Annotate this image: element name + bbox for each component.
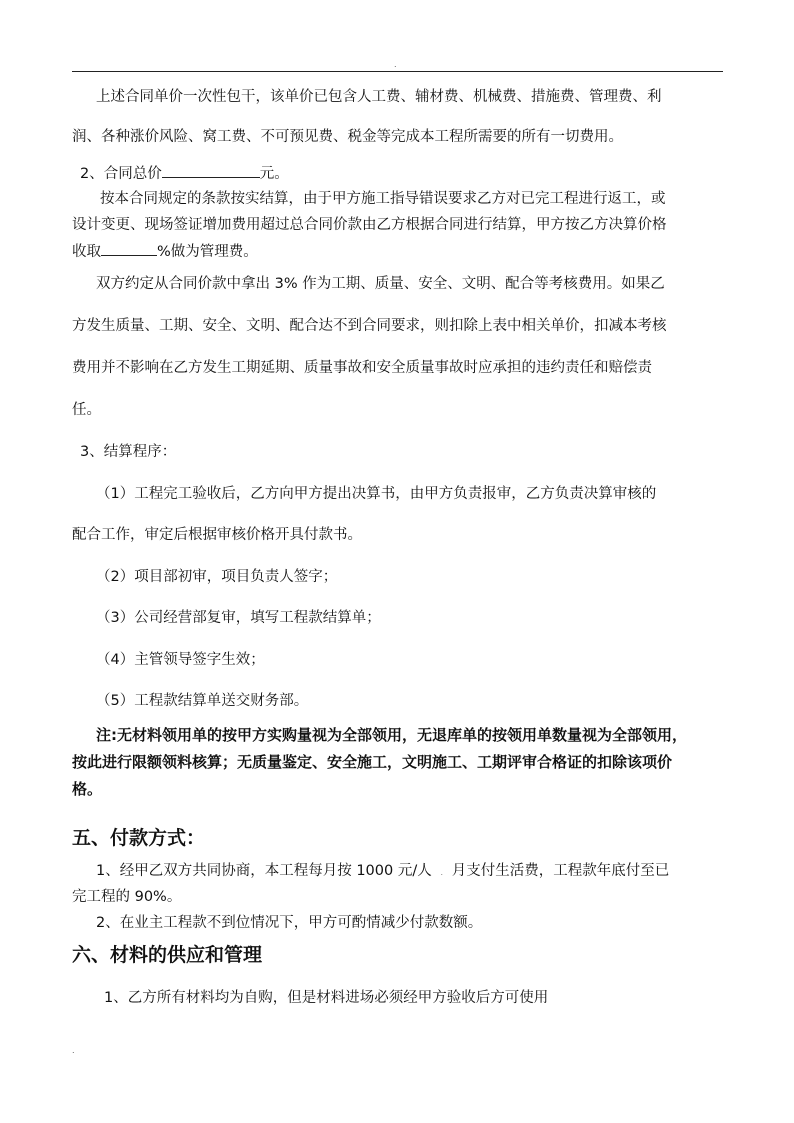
payment-text: 1、经甲乙双方共同协商，本工程每月按 1000 元/人	[96, 863, 432, 879]
procedure-item: （1）工程完工验收后，乙方向甲方提出决算书，由甲方负责报审，乙方负责决算审核的	[96, 486, 657, 502]
procedure-item: （5）工程款结算单送交财务部。	[96, 693, 309, 709]
paragraph-line: 双方约定从合同价款中拿出 3% 作为工期、质量、安全、文明、配合等考核费用。如果乙	[96, 276, 665, 292]
note-line: 按此进行限额领料核算；无质量鉴定、安全施工，文明施工、工期评审合格证的扣除该项价	[72, 753, 673, 771]
management-fee-text: %做为管理费。	[157, 244, 258, 260]
contract-total-line	[80, 162, 732, 185]
management-fee-line	[72, 240, 724, 263]
procedure-item: （2）项目部初审，项目负责人签字；	[96, 569, 338, 585]
header-mark: .	[394, 60, 397, 69]
paragraph-line: 费用并不影响在乙方发生工期延期、质量事故和安全质量事故时应承担的违约责任和赔偿责	[72, 360, 652, 376]
paragraph-line: 任。	[72, 402, 101, 418]
procedure-item: （4）主管领导签字生效；	[96, 652, 265, 668]
section-heading-payment: 五、付款方式：	[72, 827, 206, 849]
settlement-procedure-heading: 3、结算程序：	[80, 444, 177, 460]
payment-line: 2、在业主工程款不到位情况下，甲方可酌情减少付款数额。	[96, 915, 483, 931]
paragraph-line: 设计变更、现场签证增加费用超过总合同价款由乙方根据合同进行结算，甲方按乙方决算价格	[72, 217, 667, 233]
contract-total-blank[interactable]	[162, 162, 260, 178]
management-fee-label: 收取	[72, 244, 101, 260]
payment-line	[96, 860, 748, 884]
contract-total-label: 2、合同总价	[80, 166, 162, 182]
note-line: 格。	[72, 780, 103, 798]
header-rule	[72, 71, 723, 72]
procedure-item-continuation: 配合工作，审定后根据审核价格开具付款书。	[72, 527, 362, 543]
payment-line: 完工程的 90%。	[72, 889, 182, 905]
paragraph-line: 方发生质量、工期、安全、文明、配合达不到合同要求，则扣除上表中相关单价，扣减本考核	[72, 318, 667, 334]
paragraph-line: 按本合同规定的条款按实结算，由于甲方施工指导错误要求乙方对已完工程进行返工，或	[100, 191, 666, 207]
procedure-item: （3）公司经营部复审，填写工程款结算单；	[96, 610, 381, 626]
paragraph-line: 润、各种涨价风险、窝工费、不可预见费、税金等完成本工程所需要的所有一切费用。	[72, 129, 623, 145]
materials-line: 1、乙方所有材料均为自购，但是材料进场必须经甲方验收后方可使用	[104, 990, 549, 1006]
section-heading-materials: 六、材料的供应和管理	[72, 944, 263, 966]
contract-total-unit: 元。	[259, 166, 289, 182]
stray-mark: .	[440, 868, 443, 877]
payment-text-continued: 月支付生活费，工程款年底付至已	[451, 863, 670, 879]
paragraph-line: 上述合同单价一次性包干，该单价已包含人工费、辅材费、机械费、措施费、管理费、利	[96, 89, 662, 105]
footer-mark: .	[72, 1046, 75, 1055]
note-line: 注:无材料领用单的按甲方实购量视为全部领用，无退库单的按领用单数量视为全部领用，	[96, 726, 688, 744]
management-fee-blank[interactable]	[101, 240, 157, 256]
